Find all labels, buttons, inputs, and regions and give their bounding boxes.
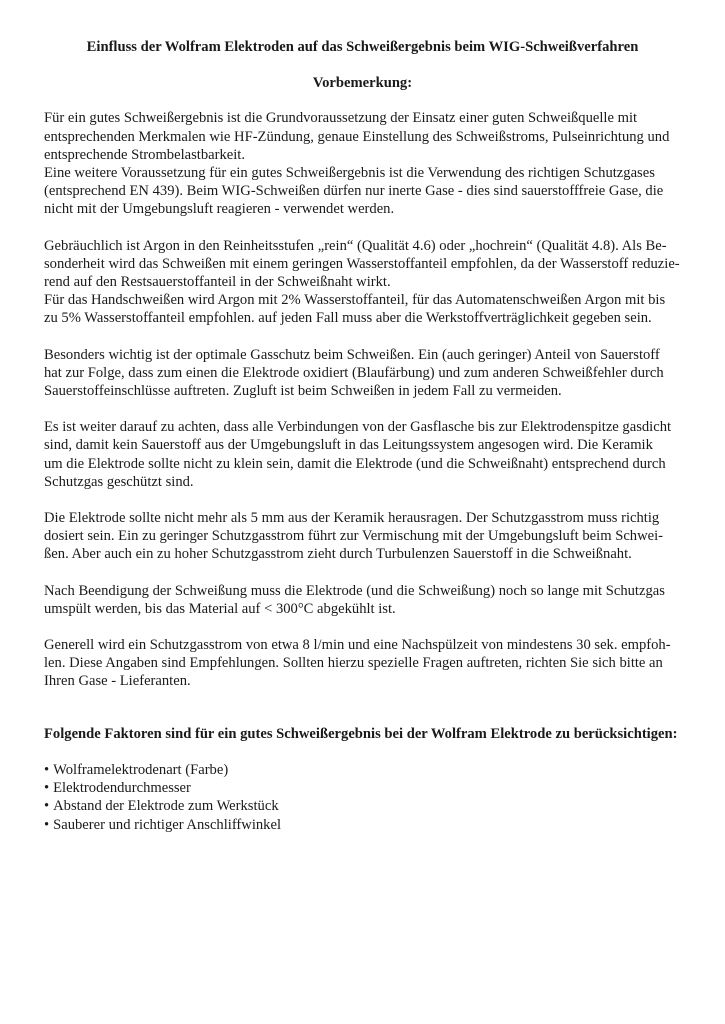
document-title: Einfluss der Wolfram Elektroden auf das Schweißergebnis beim WIG-Schweißverfahren — [86, 39, 639, 55]
text-line: entsprechenden Merkmalen wie HF-Zündung, genaue Einstellung des Schweißstroms, Pulseinrichtung und — [44, 128, 670, 145]
text-line: len. Diese Angaben sind Empfehlungen. Sollten hierzu spezielle Fragen auftreten, richten Sie sich bitte an — [44, 655, 663, 672]
factor-item: • Abstand der Elektrode zum Werkstück — [44, 797, 681, 815]
factors-list — [44, 761, 681, 834]
text-line: zu 5% Wasserstoffanteil empfohlen. auf jeden Fall muss aber die Werkstoffverträglichkeit gegeben sein. — [44, 310, 652, 327]
text-line: sonderheit wird das Schweißen mit einem geringen Wasserstoffanteil empfohlen, da der Wasserstoff reduzie- — [44, 255, 680, 272]
text-line: Sauerstoffeinschlüsse auftreten. Zugluft ist beim Schweißen in jedem Fall zu vermeiden. — [44, 383, 562, 400]
text-line: Nach Beendigung der Schweißung muss die Elektrode (und die Schweißung) noch so lange mit Schutzgas — [44, 582, 665, 599]
text-line: Für das Handschweißen wird Argon mit 2% Wasserstoffanteil, für das Automatenschweißen Argon mit bis — [44, 292, 666, 309]
text-line: Schutzgas geschützt sind. — [44, 473, 194, 490]
text-line: rend auf den Restsauerstoffanteil in der Schweißnaht wirkt. — [44, 274, 391, 291]
paragraph — [44, 582, 681, 618]
text-line: um die Elektrode sollte nicht zu klein sein, damit die Elektrode (und die Schweißnaht) entsprechend durch — [44, 455, 666, 472]
factors-heading: Folgende Faktoren sind für ein gutes Schweißergebnis bei der Wolfram Elektrode zu berücksichtigen: — [44, 725, 678, 742]
text-line: Eine weitere Voraussetzung für ein gutes Schweißergebnis ist die Verwendung des richtigen Schutzgases — [44, 165, 655, 182]
text-line: entsprechende Strombelastbarkeit. — [44, 146, 245, 163]
paragraph — [44, 346, 681, 401]
text-line: umspült werden, bis das Material auf < 300°C abgekühlt ist. — [44, 600, 396, 617]
text-line: Die Elektrode sollte nicht mehr als 5 mm aus der Keramik herausragen. Der Schutzgasstrom muss richtig — [44, 510, 660, 527]
paragraph — [44, 636, 681, 691]
factor-item: • Sauberer und richtiger Anschliffwinkel — [44, 816, 681, 834]
paragraph — [44, 237, 681, 328]
text-line: nicht mit der Umgebungsluft reagieren - verwendet werden. — [44, 201, 395, 218]
text-line: Für ein gutes Schweißergebnis ist die Grundvoraussetzung der Einsatz einer guten Schweißquelle mit — [44, 110, 638, 127]
text-line: Es ist weiter darauf zu achten, dass alle Verbindungen von der Gasflasche bis zur Elektrodenspitze gasdicht — [44, 419, 672, 436]
text-line: Generell wird ein Schutzgasstrom von etwa 8 l/min und eine Nachspülzeit von mindestens 30 sek. empfoh- — [44, 637, 671, 654]
factor-item: • Wolframelektrodenart (Farbe) — [44, 761, 681, 779]
paragraph — [44, 109, 681, 218]
text-line: ßen. Aber auch ein zu hoher Schutzgasstrom zieht durch Turbulenzen Sauerstoff in die Schweißnaht. — [44, 546, 632, 563]
text-line: Ihren Gase - Lieferanten. — [44, 673, 191, 690]
text-line: dosiert sein. Ein zu geringer Schutzgasstrom führt zur Vermischung mit der Umgebungsluft beim Schwei- — [44, 528, 664, 545]
body-text — [44, 109, 681, 690]
text-line: hat zur Folge, dass zum einen die Elektrode oxidiert (Blaufärbung) und zum anderen Schweißfehler durch — [44, 364, 664, 381]
paragraph — [44, 509, 681, 564]
text-line: Gebräuchlich ist Argon in den Reinheitsstufen „rein“ (Qualität 4.6) oder „hochrein“ (Qualität 4.8). Als Be- — [44, 237, 667, 254]
text-line: sind, damit kein Sauerstoff aus der Umgebungsluft in das Leitungssystem angesogen wird. Die Keramik — [44, 437, 653, 454]
factor-item: • Elektrodendurchmesser — [44, 779, 681, 797]
paragraph — [44, 418, 681, 491]
document-subtitle: Vorbemerkung: — [312, 75, 413, 92]
text-line: (entsprechend EN 439). Beim WIG-Schweißen dürfen nur inerte Gase - dies sind sauerstofffreie Gase, die — [44, 183, 664, 200]
text-line: Besonders wichtig ist der optimale Gasschutz beim Schweißen. Ein (auch geringer) Anteil von Sauerstoff — [44, 346, 660, 363]
